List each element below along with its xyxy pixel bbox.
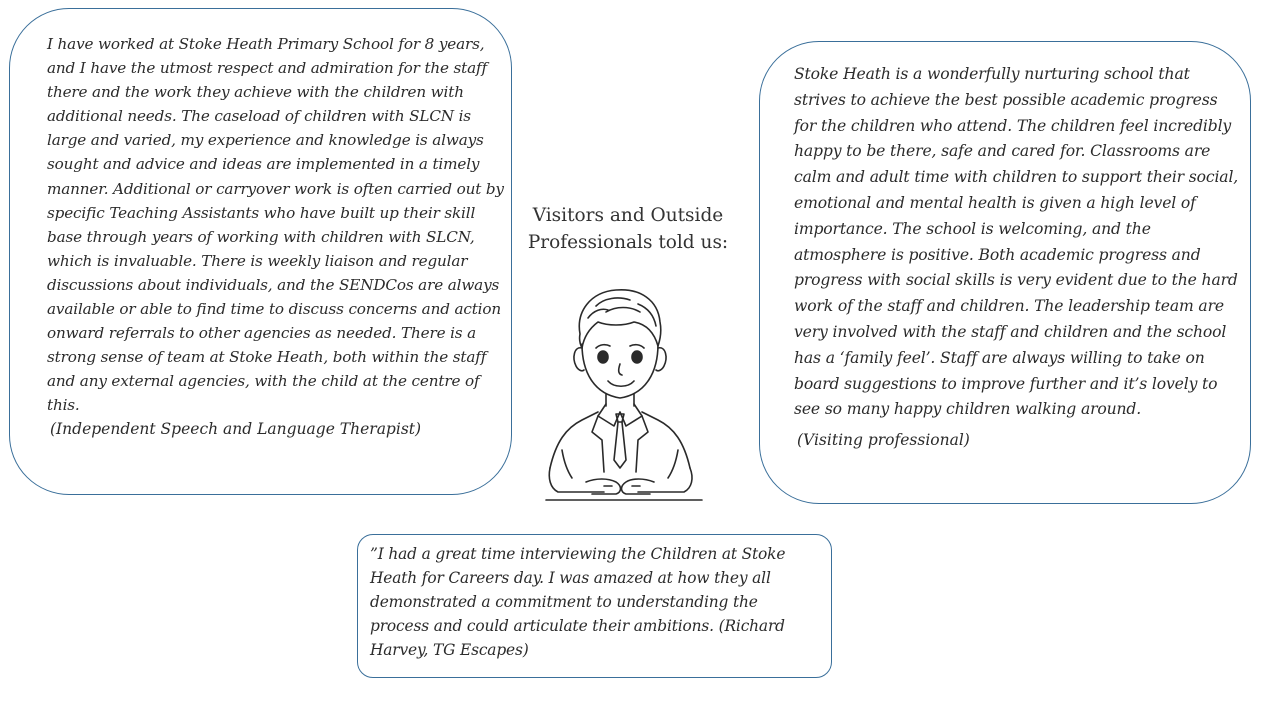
testimonial-quote: ”I had a great time interviewing the Children at Stoke Heath for Careers day. I was amazed at how they all demonstrated a commitment to understanding the process and could articulate their ambitions. (Richard Harvey, TG Escapes) [370,545,786,660]
testimonial-attribution: (Independent Speech and Language Therapist) [50,419,422,438]
heading-line-1: Visitors and Outside [532,205,724,226]
testimonial-box-careers-day [357,534,832,678]
testimonial-attribution: (Visiting professional) [797,431,970,450]
testimonial-quote: I have worked at Stoke Heath Primary School for 8 years, and I have the utmost respect and admiration for the staff there and the work they achieve with the children with additional needs. The caseload of children with SLCN is large and varied, my experience and knowledge is always sought and advice and ideas are implemented in a timely manner. Additional or carryover work is often carried out by specific Teaching Assistants who have built up their skill base through years of working with children with SLCN, which is invaluable. There is weekly liaison and regular discussions about individuals, and the SENDCos are always available or able to find time to discuss concerns and action onward referrals to other agencies as needed. There is a strong sense of team at Stoke Heath, both within the staff and any external agencies, with the child at the centre of this. [47,35,504,415]
testimonial-box-therapist [9,8,512,495]
testimonial-quote: Stoke Heath is a wonderfully nurturing school that strives to achieve the best possible academic progress for the children who attend. The children feel incredibly happy to be there, safe and cared for. Classrooms are calm and adult time with children to support their social, emotional and mental health is given a high level of importance. The school is welcoming, and the atmosphere is positive. Both academic progress and progress with social skills is very evident due to the hard work of the staff and children. The leadership team are very involved with the staff and children and the school has a ‘family feel’. Staff are always willing to take on board suggestions to improve further and it’s lovely to see so many happy children walking around. [794,65,1239,419]
page-heading [512,202,744,256]
professional-man-illustration-icon [542,282,710,508]
heading-line-2: Professionals told us: [527,232,729,253]
testimonial-box-visiting-professional [759,41,1251,504]
